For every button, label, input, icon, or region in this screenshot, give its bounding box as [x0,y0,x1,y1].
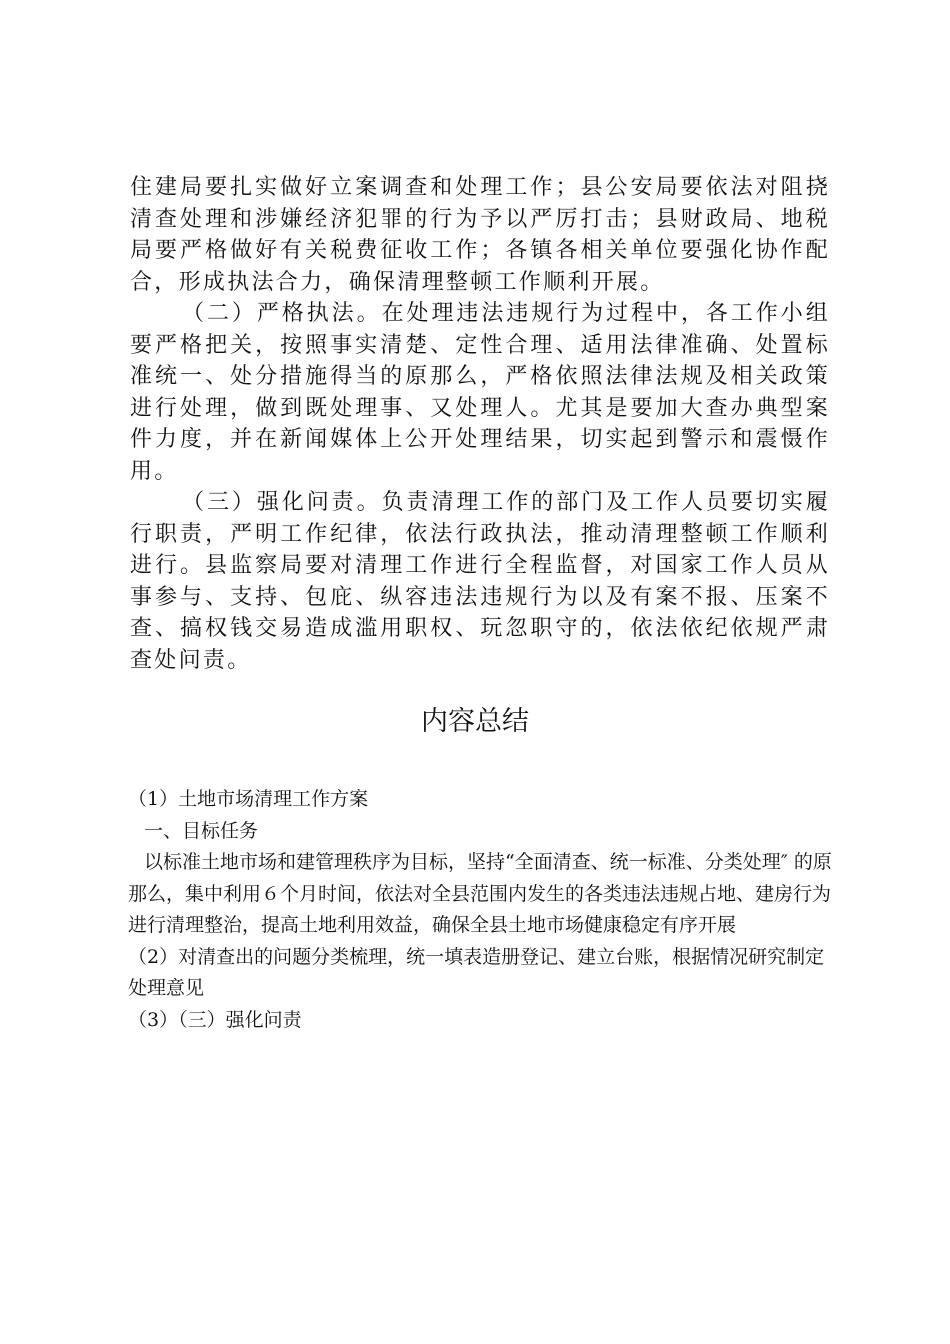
summary-subheading: 一、目标任务 [144,819,259,842]
summary-item-2: （2）对清查出的问题分类梳理，统一填表造册登记、建立台账，根据情况研究制定处理意见 [128,945,825,999]
summary-section [128,784,838,1036]
summary-item-1: （1）土地市场清理工作方案 [128,788,369,810]
summary-item-3: （3）（三）强化问责 [128,1008,302,1031]
summary-item-objective: 以标准土地市场和建管理秩序为目标，坚持“全面清查、统一标准、分类处理″ 的原那么，集中利用６个月时间，依法对全县范围内发生的各类违法违规占地、建房行为进行清理整治，提高土地利用效益，确保全县土地市场健康稳定有序开展 [128,851,832,936]
body-text [130,172,830,676]
paragraph-continuation: 住建局要扎实做好立案调查和处理工作；县公安局要依法对阻挠清查处理和涉嫌经济犯罪的行为予以严厉打击；县财政局、地税局要严格做好有关税费征收工作；各镇各相关单位要强化协作配合，形成执法合力，确保清理整顿工作顺利开展。 [130,175,830,295]
summary-title: 内容总结 [421,706,529,737]
paragraph-accountability: （三）强化问责。负责清理工作的部门及工作人员要切实履行职责，严明工作纪律，依法行政执法，推动清理整顿工作顺利进行。县监察局要对清理工作进行全程监督，对国家工作人员从事参与、支持、包庇、纵容违法违规行为以及有案不报、压案不查、搞权钱交易造成滥用职权、玩忽职守的，依法依纪依规严肃查处问责。 [130,490,830,673]
paragraph-strict-enforcement: （二）严格执法。在处理违法违规行为过程中，各工作小组要严格把关，按照事实清楚、定性合理、适用法律准确、处置标准统一、处分措施得当的原那么，严格依照法律法规及相关政策进行处理，做到既处理事、又处理人。尤其是要加大查办典型案件力度，并在新闻媒体上公开处理结果，切实起到警示和震慑作用。 [130,301,830,484]
